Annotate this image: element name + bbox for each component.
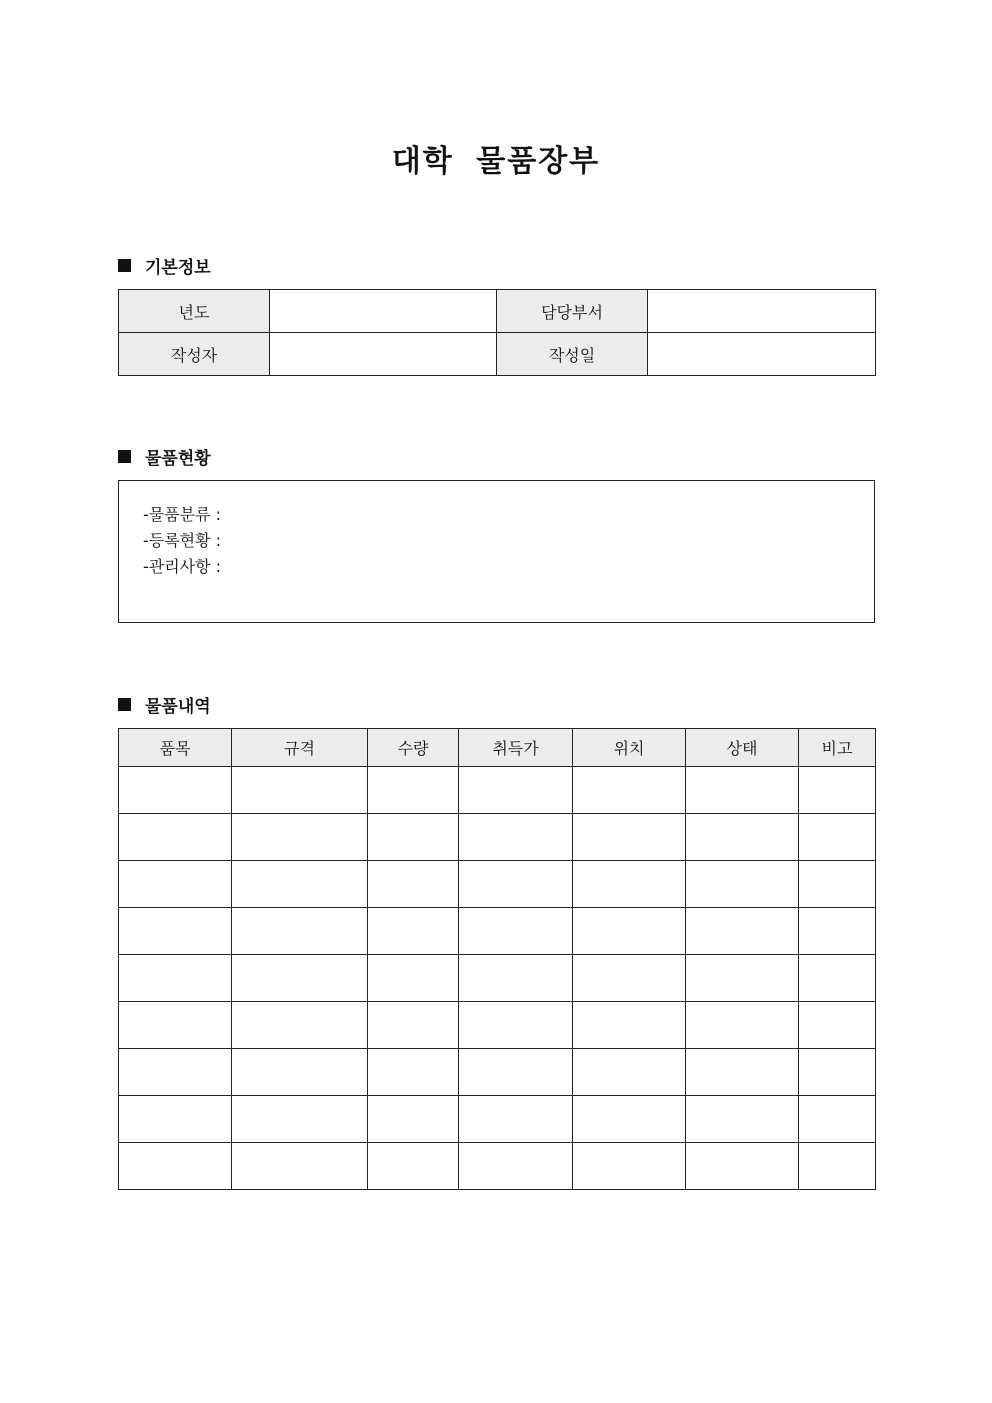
square-bullet-icon xyxy=(118,450,131,463)
table-cell[interactable] xyxy=(459,1049,573,1096)
table-row xyxy=(119,1002,876,1049)
table-cell[interactable] xyxy=(686,1002,799,1049)
section-heading-basic-info xyxy=(118,253,211,277)
column-header-condition: 상태 xyxy=(686,729,799,767)
table-cell[interactable] xyxy=(799,1096,876,1143)
table-cell[interactable] xyxy=(119,767,232,814)
table-cell[interactable] xyxy=(368,1002,459,1049)
table-row xyxy=(119,1143,876,1190)
table-cell[interactable] xyxy=(232,955,368,1002)
square-bullet-icon xyxy=(118,698,131,711)
table-cell[interactable] xyxy=(686,1049,799,1096)
table-cell[interactable] xyxy=(368,955,459,1002)
section-heading-items xyxy=(118,692,211,716)
table-cell[interactable] xyxy=(799,1049,876,1096)
table-row xyxy=(119,908,876,955)
square-bullet-icon xyxy=(118,259,131,272)
table-cell[interactable] xyxy=(232,908,368,955)
table-cell[interactable] xyxy=(232,1096,368,1143)
table-cell[interactable] xyxy=(232,1002,368,1049)
section-heading-label: 기본정보 xyxy=(145,257,211,278)
section-heading-status xyxy=(118,444,211,468)
column-header-quantity: 수량 xyxy=(368,729,459,767)
field-value-year[interactable] xyxy=(270,290,497,333)
table-cell[interactable] xyxy=(573,908,686,955)
table-cell[interactable] xyxy=(232,861,368,908)
table-cell[interactable] xyxy=(232,814,368,861)
table-row xyxy=(119,955,876,1002)
table-cell[interactable] xyxy=(459,908,573,955)
table-cell[interactable] xyxy=(799,1002,876,1049)
table-cell[interactable] xyxy=(119,1143,232,1190)
status-line-category: -물품분류 : xyxy=(143,505,222,524)
table-cell[interactable] xyxy=(573,767,686,814)
table-cell[interactable] xyxy=(459,1096,573,1143)
table-row xyxy=(119,333,876,376)
table-cell[interactable] xyxy=(686,1096,799,1143)
table-cell[interactable] xyxy=(686,814,799,861)
column-header-location: 위치 xyxy=(573,729,686,767)
table-cell[interactable] xyxy=(119,1002,232,1049)
table-cell[interactable] xyxy=(573,1002,686,1049)
column-header-spec: 규격 xyxy=(232,729,368,767)
table-cell[interactable] xyxy=(119,1096,232,1143)
table-cell[interactable] xyxy=(686,908,799,955)
table-cell[interactable] xyxy=(368,1143,459,1190)
table-row xyxy=(119,1096,876,1143)
status-box[interactable] xyxy=(118,480,875,623)
table-row xyxy=(119,861,876,908)
table-cell[interactable] xyxy=(119,1049,232,1096)
table-cell[interactable] xyxy=(459,861,573,908)
table-cell[interactable] xyxy=(799,955,876,1002)
field-label-year: 년도 xyxy=(119,290,270,333)
field-value-date[interactable] xyxy=(648,333,876,376)
table-cell[interactable] xyxy=(232,1049,368,1096)
section-heading-label: 물품현황 xyxy=(145,448,211,469)
table-cell[interactable] xyxy=(686,861,799,908)
table-row xyxy=(119,290,876,333)
column-header-note: 비고 xyxy=(799,729,876,767)
status-line-registration: -등록현황 : xyxy=(143,531,222,550)
column-header-item: 품목 xyxy=(119,729,232,767)
table-cell[interactable] xyxy=(368,814,459,861)
table-cell[interactable] xyxy=(232,767,368,814)
table-row xyxy=(119,1049,876,1096)
column-header-price: 취득가 xyxy=(459,729,573,767)
table-cell[interactable] xyxy=(799,908,876,955)
table-cell[interactable] xyxy=(573,814,686,861)
table-cell[interactable] xyxy=(459,1002,573,1049)
table-header-row xyxy=(119,729,876,767)
status-line-management: -관리사항 : xyxy=(143,557,222,576)
table-cell[interactable] xyxy=(573,1096,686,1143)
table-cell[interactable] xyxy=(799,767,876,814)
table-cell[interactable] xyxy=(368,861,459,908)
table-cell[interactable] xyxy=(799,814,876,861)
table-cell[interactable] xyxy=(686,1143,799,1190)
table-cell[interactable] xyxy=(573,861,686,908)
table-cell[interactable] xyxy=(368,908,459,955)
table-cell[interactable] xyxy=(232,1143,368,1190)
table-cell[interactable] xyxy=(459,814,573,861)
table-cell[interactable] xyxy=(686,767,799,814)
table-cell[interactable] xyxy=(119,908,232,955)
field-label-date: 작성일 xyxy=(497,333,648,376)
table-cell[interactable] xyxy=(119,861,232,908)
table-cell[interactable] xyxy=(119,814,232,861)
table-cell[interactable] xyxy=(119,955,232,1002)
table-cell[interactable] xyxy=(799,1143,876,1190)
table-cell[interactable] xyxy=(573,1143,686,1190)
document-title: 대학 물품장부 xyxy=(391,144,601,179)
table-row xyxy=(119,767,876,814)
table-cell[interactable] xyxy=(459,1143,573,1190)
table-cell[interactable] xyxy=(573,955,686,1002)
table-cell[interactable] xyxy=(686,955,799,1002)
items-table xyxy=(118,728,876,1190)
table-cell[interactable] xyxy=(573,1049,686,1096)
field-label-author: 작성자 xyxy=(119,333,270,376)
field-label-department: 담당부서 xyxy=(497,290,648,333)
field-value-department[interactable] xyxy=(648,290,876,333)
field-value-author[interactable] xyxy=(270,333,497,376)
table-cell[interactable] xyxy=(459,955,573,1002)
basic-info-table xyxy=(118,289,876,376)
table-cell[interactable] xyxy=(459,767,573,814)
table-cell[interactable] xyxy=(368,767,459,814)
table-cell[interactable] xyxy=(368,1049,459,1096)
table-cell[interactable] xyxy=(368,1096,459,1143)
table-cell[interactable] xyxy=(799,861,876,908)
section-heading-label: 물품내역 xyxy=(145,696,211,717)
table-row xyxy=(119,814,876,861)
